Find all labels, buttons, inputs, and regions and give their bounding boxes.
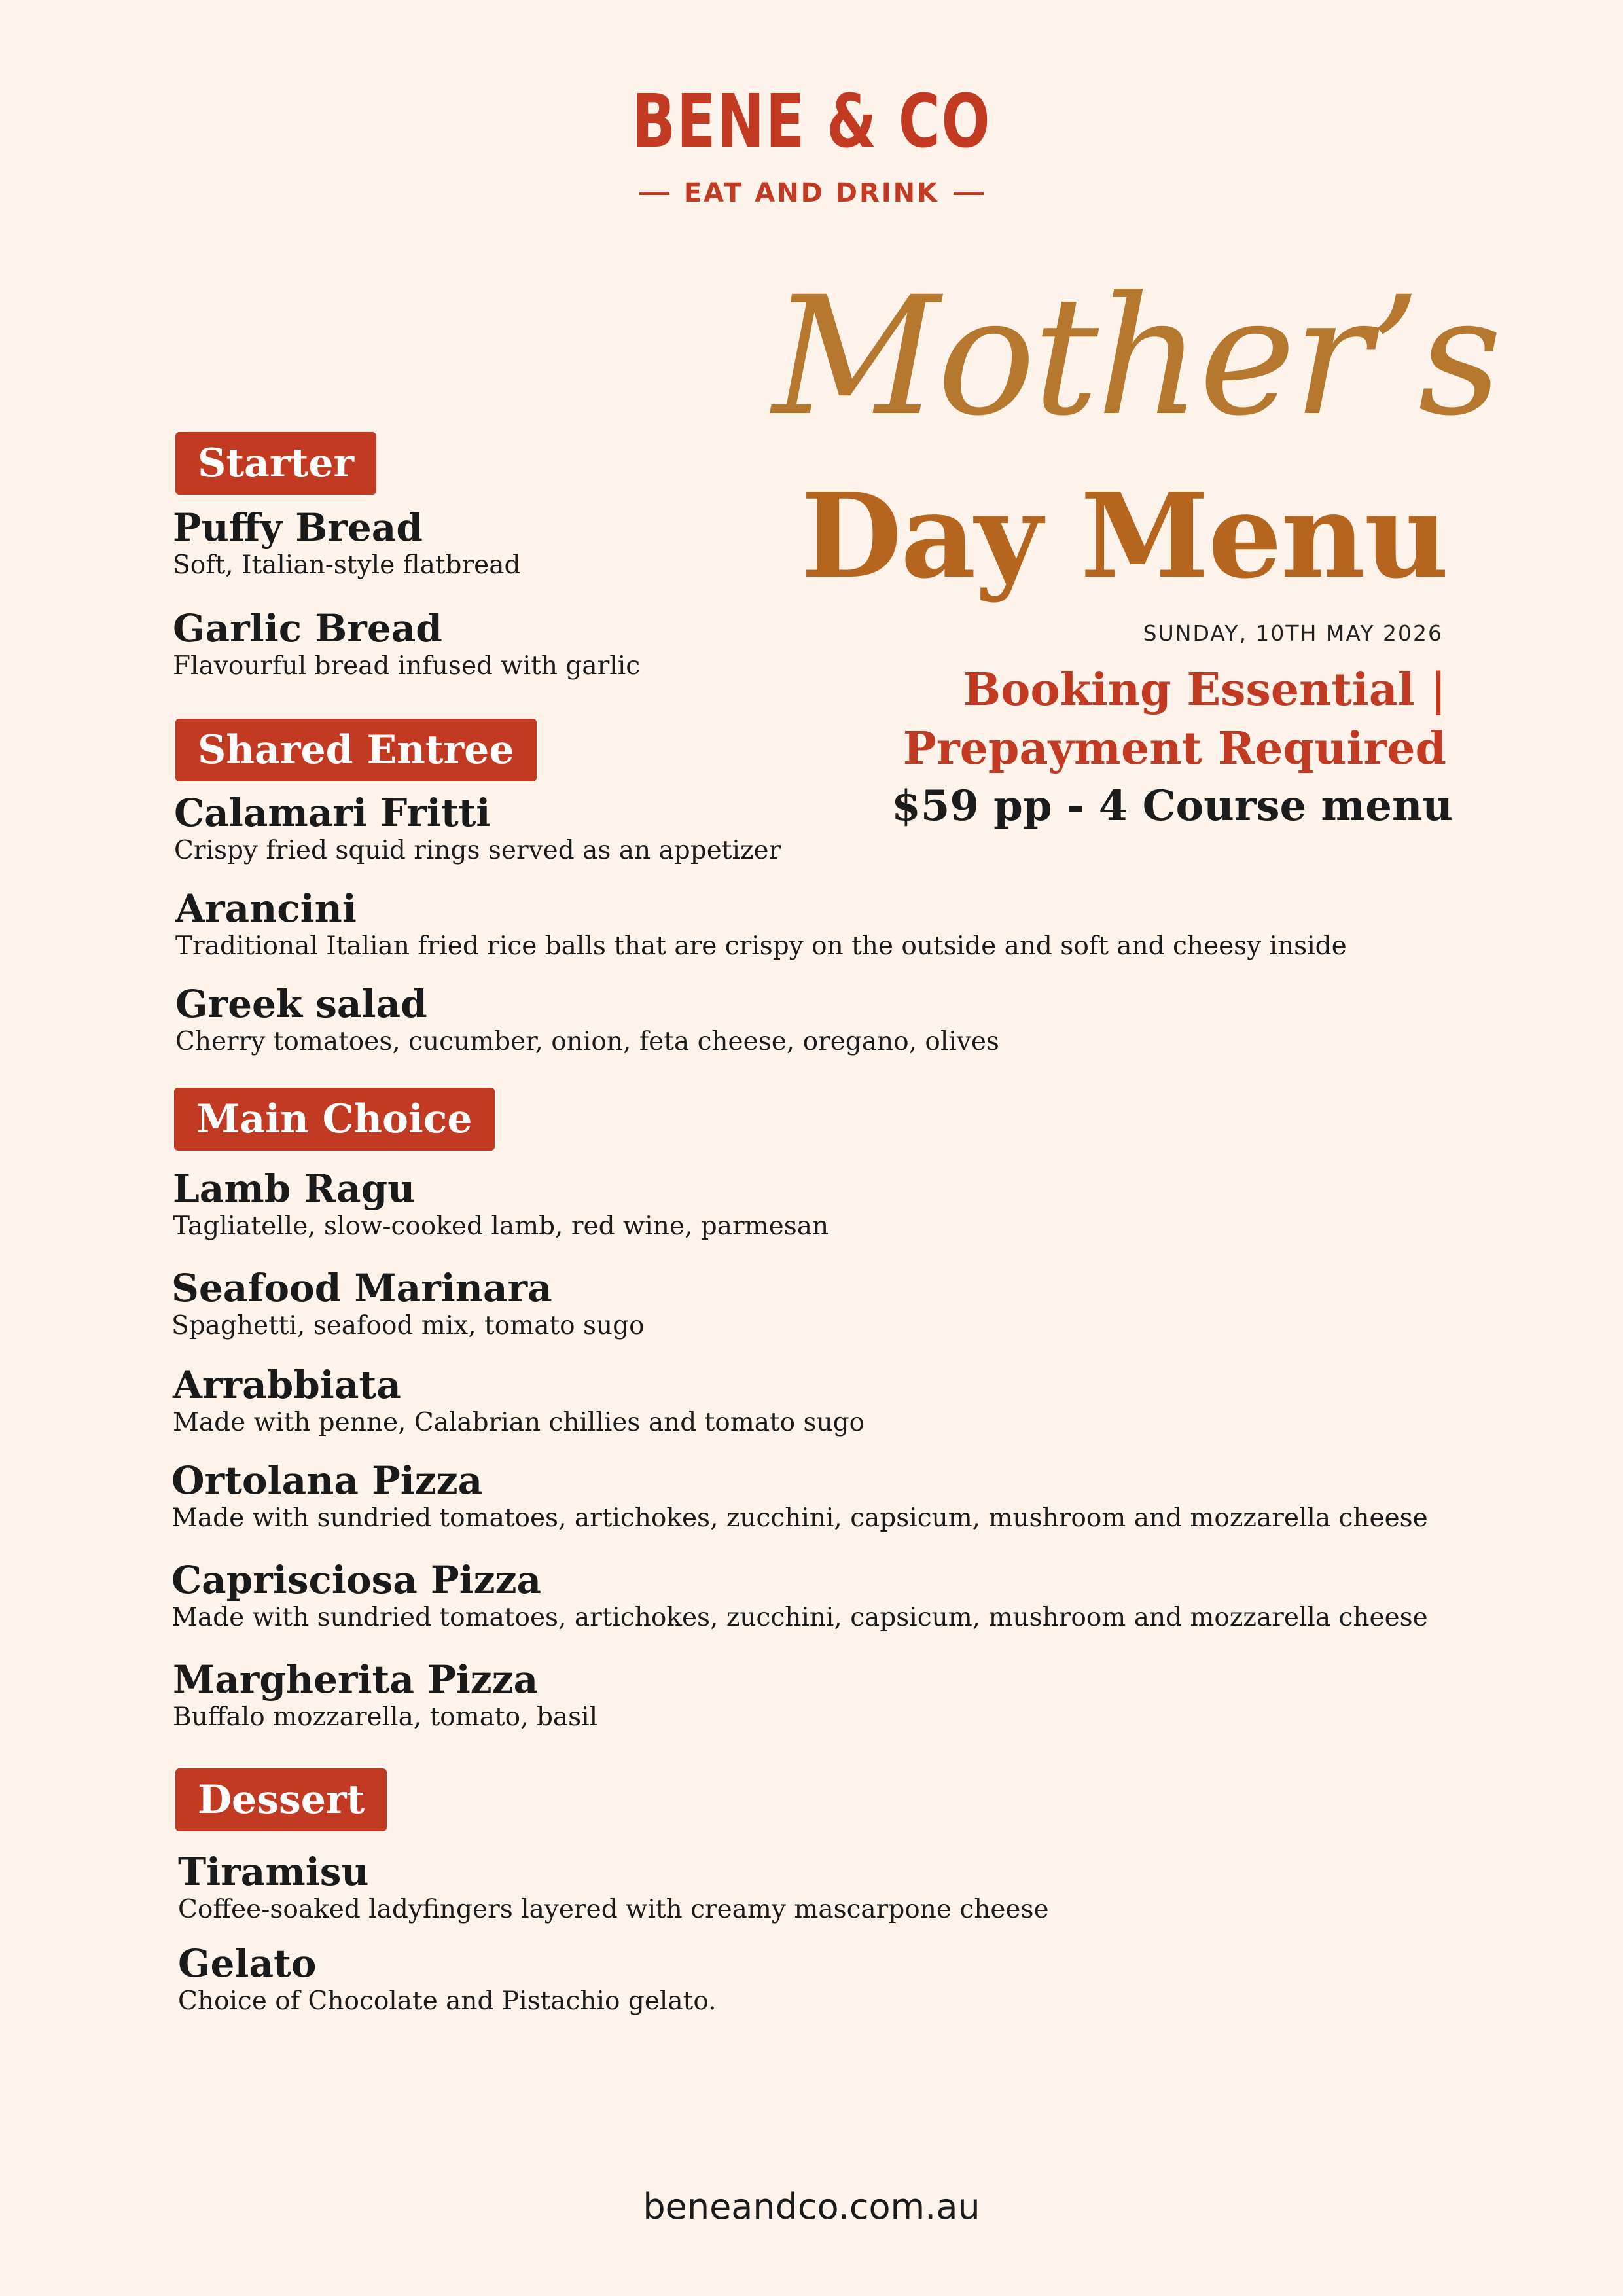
section-tag-starter: Starter [175, 432, 376, 495]
menu-item-desc: Traditional Italian fried rice balls that are crispy on the outside and soft and cheesy inside [175, 931, 1347, 961]
price-line: $59 pp - 4 Course menu [891, 781, 1453, 831]
menu-item [173, 1657, 598, 1732]
section-tag-dessert: Dessert [175, 1768, 387, 1831]
menu-item-name: Greek salad [175, 982, 427, 1026]
menu-item-desc: Cherry tomatoes, cucumber, onion, feta cheese, oregano, olives [175, 1026, 999, 1056]
menu-item-desc: Tagliatelle, slow-cooked lamb, red wine, parmesan [173, 1211, 829, 1241]
menu-item-name: Caprisciosa Pizza [171, 1558, 542, 1602]
menu-item [173, 505, 521, 580]
menu-item [171, 1560, 1428, 1632]
logo [0, 79, 1623, 208]
menu-item [175, 886, 1347, 961]
booking-notice-line2: Prepayment Required [902, 723, 1446, 775]
script-title: Mother’s [772, 261, 1500, 452]
logo-tagline-row [0, 178, 1623, 208]
tagline-dash-left [639, 192, 669, 195]
menu-item [173, 1166, 829, 1241]
menu-item [175, 984, 999, 1056]
menu-item-name: Puffy Bread [173, 505, 423, 550]
menu-item [173, 1365, 865, 1437]
menu-item-name: Tiramisu [178, 1850, 369, 1894]
menu-item-desc: Crispy fried squid rings served as an appetizer [174, 835, 781, 865]
menu-item-name: Seafood Marinara [171, 1266, 552, 1310]
menu-item-name: Calamari Fritti [174, 791, 491, 835]
main-title: Day Menu [800, 467, 1448, 604]
menu-item-name: Arrabbiata [173, 1363, 401, 1407]
menu-item [171, 1268, 645, 1340]
menu-item-desc: Made with sundried tomatoes, artichokes, zucchini, capsicum, mushroom and mozzarella cheese [171, 1503, 1428, 1533]
menu-item-desc: Soft, Italian-style flatbread [173, 550, 521, 580]
menu-item [171, 1458, 1428, 1533]
logo-name: BENE & CO [632, 79, 991, 164]
menu-item-name: Ortolana Pizza [171, 1458, 483, 1503]
menu-item-desc: Flavourful bread infused with garlic [173, 651, 641, 681]
menu-item [174, 793, 781, 865]
menu-item [178, 1852, 1049, 1924]
tagline-dash-right [954, 192, 984, 195]
menu-item-desc: Made with penne, Calabrian chillies and tomato sugo [173, 1407, 865, 1437]
booking-notice-line1: Booking Essential | [963, 664, 1446, 716]
section-tag-main-choice: Main Choice [174, 1088, 495, 1151]
menu-item-desc: Made with sundried tomatoes, artichokes, zucchini, capsicum, mushroom and mozzarella cheese [171, 1602, 1428, 1632]
menu-item-desc: Buffalo mozzarella, tomato, basil [173, 1702, 598, 1732]
menu-item-name: Garlic Bread [173, 606, 442, 651]
menu-item-desc: Coffee-soaked ladyfingers layered with creamy mascarpone cheese [178, 1894, 1049, 1924]
menu-item-desc: Choice of Chocolate and Pistachio gelato. [178, 1986, 717, 2016]
section-tag-shared-entree: Shared Entree [175, 719, 537, 781]
event-date: SUNDAY, 10TH MAY 2026 [1143, 620, 1443, 646]
menu-item-name: Margherita Pizza [173, 1657, 539, 1702]
menu-item [173, 606, 641, 681]
title-block [759, 261, 1500, 903]
menu-item-name: Lamb Ragu [173, 1166, 416, 1211]
logo-tagline: EAT AND DRINK [683, 178, 940, 208]
menu-item-name: Arancini [175, 886, 357, 931]
menu-item-name: Gelato [178, 1941, 317, 1986]
website-link[interactable]: beneandco.com.au [643, 2186, 980, 2227]
menu-item [178, 1941, 717, 2016]
menu-item-desc: Spaghetti, seafood mix, tomato sugo [171, 1310, 645, 1340]
